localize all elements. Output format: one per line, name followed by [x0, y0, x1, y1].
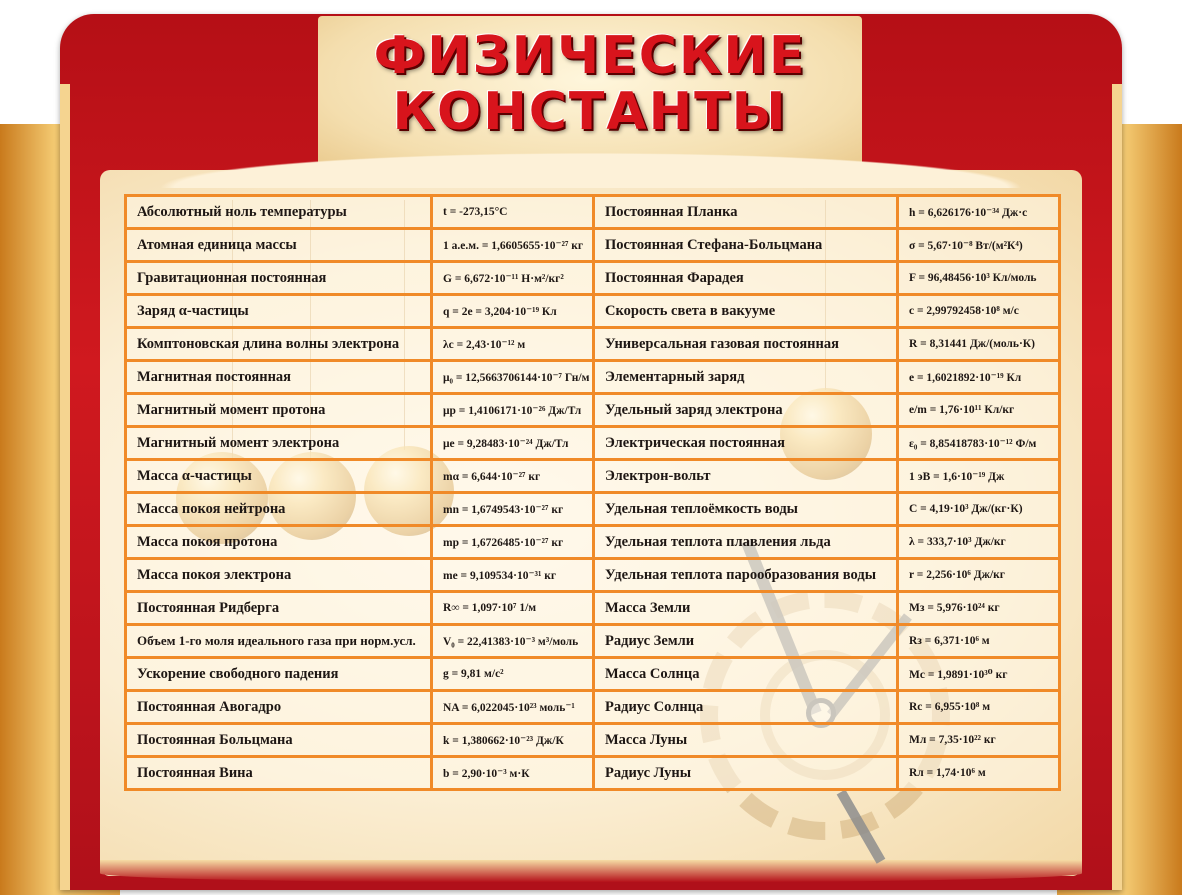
- constant-value: μp = 1,4106171·10⁻²⁶ Дж/Тл: [432, 394, 594, 427]
- constant-name: Радиус Луны: [594, 757, 898, 790]
- constant-name: Магнитная постоянная: [126, 361, 432, 394]
- constant-name: Масса покоя электрона: [126, 559, 432, 592]
- constant-value: Rл = 1,74·10⁶ м: [898, 757, 1060, 790]
- table-row: [126, 493, 1060, 526]
- constant-value: μ₀ = 12,5663706144·10⁻⁷ Гн/м: [432, 361, 594, 394]
- constant-value: V₀ = 22,41383·10⁻³ м³/моль: [432, 625, 594, 658]
- constant-name: Атомная единица массы: [126, 229, 432, 262]
- constant-name: Электрон-вольт: [594, 460, 898, 493]
- constant-value: F = 96,48456·10³ Кл/моль: [898, 262, 1060, 295]
- constant-name: Удельная теплоёмкость воды: [594, 493, 898, 526]
- constant-name: Ускорение свободного падения: [126, 658, 432, 691]
- constant-name: Постоянная Ридберга: [126, 592, 432, 625]
- table-row: [126, 262, 1060, 295]
- table-row: [126, 196, 1060, 229]
- constant-value: e = 1,6021892·10⁻¹⁹ Кл: [898, 361, 1060, 394]
- table-row: [126, 229, 1060, 262]
- constant-name: Масса Земли: [594, 592, 898, 625]
- constant-value: b = 2,90·10⁻³ м·К: [432, 757, 594, 790]
- constant-name: Масса покоя протона: [126, 526, 432, 559]
- constant-name: Гравитационная постоянная: [126, 262, 432, 295]
- title-line-1: ФИЗИЧЕСКИЕ: [373, 26, 807, 86]
- table-row: [126, 328, 1060, 361]
- table-row: [126, 724, 1060, 757]
- constant-value: k = 1,380662·10⁻²³ Дж/К: [432, 724, 594, 757]
- constant-value: NA = 6,022045·10²³ моль⁻¹: [432, 691, 594, 724]
- constant-value: mp = 1,6726485·10⁻²⁷ кг: [432, 526, 594, 559]
- constant-value: g = 9,81 м/с²: [432, 658, 594, 691]
- constant-value: Mс = 1,9891·10³⁰ кг: [898, 658, 1060, 691]
- constant-value: 1 а.е.м. = 1,6605655·10⁻²⁷ кг: [432, 229, 594, 262]
- constant-name: Масса Луны: [594, 724, 898, 757]
- constant-name: Масса α-частицы: [126, 460, 432, 493]
- constant-value: r = 2,256·10⁶ Дж/кг: [898, 559, 1060, 592]
- table-row: [126, 394, 1060, 427]
- constant-value: mα = 6,644·10⁻²⁷ кг: [432, 460, 594, 493]
- constant-name: Магнитный момент электрона: [126, 427, 432, 460]
- constant-name: Элементарный заряд: [594, 361, 898, 394]
- constant-value: Rз = 6,371·10⁶ м: [898, 625, 1060, 658]
- constant-value: R∞ = 1,097·10⁷ 1/м: [432, 592, 594, 625]
- constant-name: Постоянная Больцмана: [126, 724, 432, 757]
- constant-value: Mз = 5,976·10²⁴ кг: [898, 592, 1060, 625]
- book-bottom-edge: [100, 860, 1082, 882]
- constant-value: 1 эВ = 1,6·10⁻¹⁹ Дж: [898, 460, 1060, 493]
- constant-name: Объем 1-го моля идеального газа при норм.усл.: [126, 625, 432, 658]
- table-row: [126, 295, 1060, 328]
- constant-name: Универсальная газовая постоянная: [594, 328, 898, 361]
- constant-value: Mл = 7,35·10²² кг: [898, 724, 1060, 757]
- constant-name: Удельная теплота парообразования воды: [594, 559, 898, 592]
- constant-name: Заряд α-частицы: [126, 295, 432, 328]
- constant-value: σ = 5,67·10⁻⁸ Вт/(м²К⁴): [898, 229, 1060, 262]
- constant-name: Магнитный момент протона: [126, 394, 432, 427]
- table-row: [126, 625, 1060, 658]
- constant-name: Удельный заряд электрона: [594, 394, 898, 427]
- constant-name: Радиус Солнца: [594, 691, 898, 724]
- constant-name: Масса Солнца: [594, 658, 898, 691]
- constant-name: Постоянная Планка: [594, 196, 898, 229]
- constant-name: Электрическая постоянная: [594, 427, 898, 460]
- table-row: [126, 460, 1060, 493]
- constant-name: Радиус Земли: [594, 625, 898, 658]
- table-row: [126, 559, 1060, 592]
- constant-name: Абсолютный ноль температуры: [126, 196, 432, 229]
- constant-value: c = 2,99792458·10⁸ м/с: [898, 295, 1060, 328]
- table-row: [126, 691, 1060, 724]
- constant-name: Скорость света в вакууме: [594, 295, 898, 328]
- table-row: [126, 526, 1060, 559]
- constant-value: h = 6,626176·10⁻³⁴ Дж·с: [898, 196, 1060, 229]
- table-row: [126, 361, 1060, 394]
- constant-value: ε₀ = 8,85418783·10⁻¹² Ф/м: [898, 427, 1060, 460]
- constant-name: Постоянная Вина: [126, 757, 432, 790]
- table-row: [126, 658, 1060, 691]
- constant-value: C = 4,19·10³ Дж/(кг·К): [898, 493, 1060, 526]
- constant-value: e/m = 1,76·10¹¹ Кл/кг: [898, 394, 1060, 427]
- table-row: [126, 427, 1060, 460]
- constant-value: me = 9,109534·10⁻³¹ кг: [432, 559, 594, 592]
- constant-value: λ = 333,7·10³ Дж/кг: [898, 526, 1060, 559]
- page-title: [318, 28, 862, 140]
- constant-name: Удельная теплота плавления льда: [594, 526, 898, 559]
- constant-name: Комптоновская длина волны электрона: [126, 328, 432, 361]
- constant-value: t = -273,15°C: [432, 196, 594, 229]
- table-row: [126, 592, 1060, 625]
- constant-value: Rс = 6,955·10⁸ м: [898, 691, 1060, 724]
- constant-value: G = 6,672·10⁻¹¹ Н·м²/кг²: [432, 262, 594, 295]
- constant-value: q = 2e = 3,204·10⁻¹⁹ Кл: [432, 295, 594, 328]
- constant-name: Постоянная Авогадро: [126, 691, 432, 724]
- constants-table: [124, 194, 1061, 791]
- constant-value: mn = 1,6749543·10⁻²⁷ кг: [432, 493, 594, 526]
- constant-value: μe = 9,28483·10⁻²⁴ Дж/Тл: [432, 427, 594, 460]
- title-line-2: КОНСТАНТЫ: [392, 82, 788, 142]
- constant-name: Постоянная Стефана-Больцмана: [594, 229, 898, 262]
- constant-value: R = 8,31441 Дж/(моль·К): [898, 328, 1060, 361]
- table-row: [126, 757, 1060, 790]
- constant-value: λc = 2,43·10⁻¹² м: [432, 328, 594, 361]
- constant-name: Постоянная Фарадея: [594, 262, 898, 295]
- constant-name: Масса покоя нейтрона: [126, 493, 432, 526]
